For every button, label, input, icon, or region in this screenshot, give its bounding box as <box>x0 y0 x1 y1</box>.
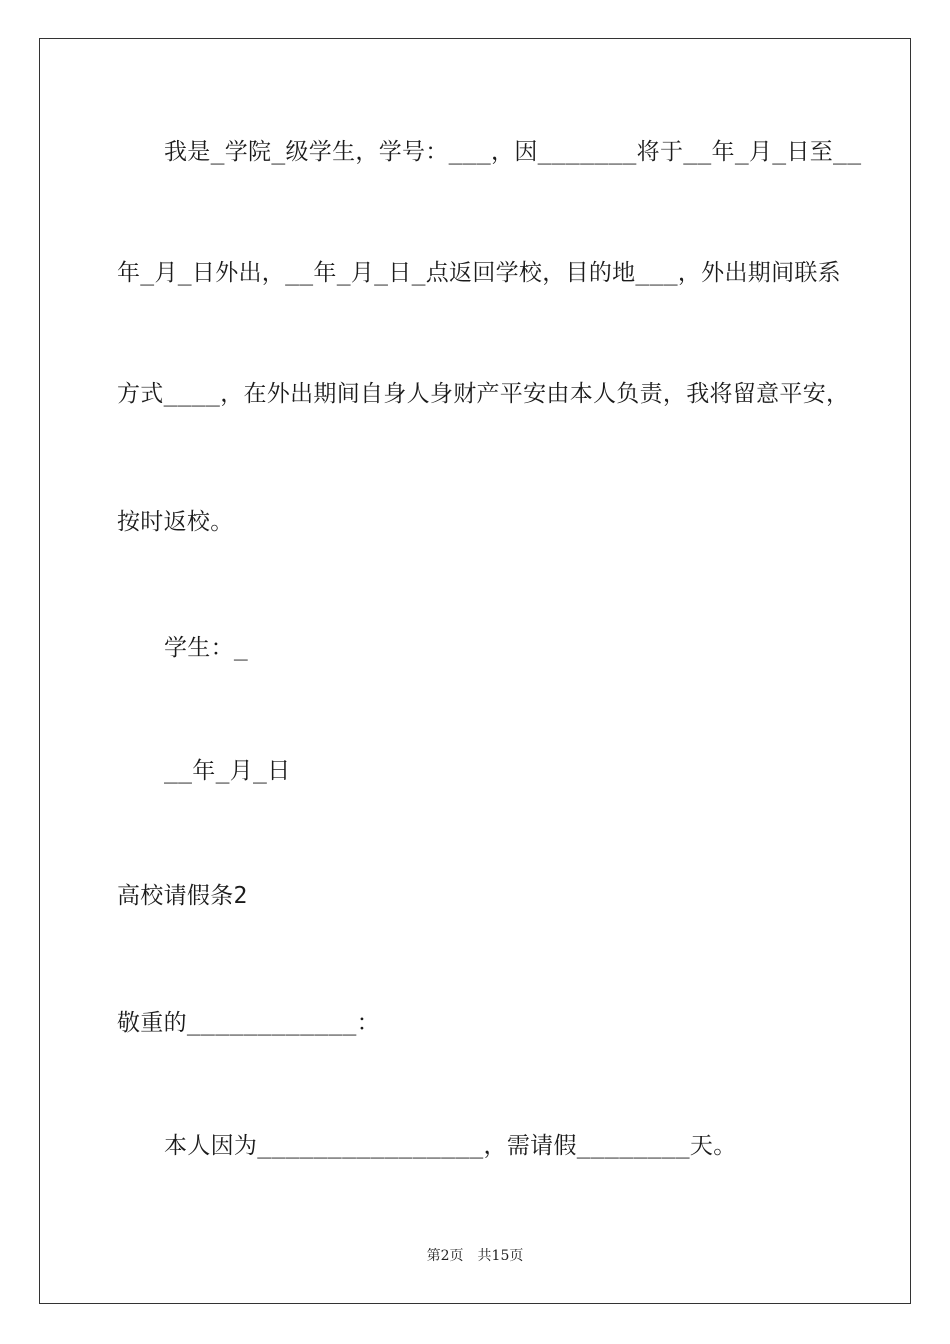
page-number-footer: 第2页 共15页 <box>426 1248 524 1264</box>
date-line: __年_月_日 <box>164 758 291 784</box>
leave-request-line: 本人因为________________，需请假________天。 <box>164 1133 737 1159</box>
paragraph-line-4: 按时返校。 <box>117 509 234 535</box>
salutation-line: 敬重的____________： <box>117 1010 380 1036</box>
section-heading: 高校请假条2 <box>117 883 248 909</box>
student-signature-line: 学生：_ <box>164 635 249 661</box>
paragraph-line-1: 我是_学院_级学生，学号：___，因_______将于__年_月_日至__ <box>164 139 862 165</box>
paragraph-line-2: 年_月_日外出，__年_月_日_点返回学校，目的地___，外出期间联系 <box>117 260 841 286</box>
page-border <box>39 38 911 1304</box>
paragraph-line-3: 方式____，在外出期间自身人身财产平安由本人负责，我将留意平安， <box>117 381 850 407</box>
